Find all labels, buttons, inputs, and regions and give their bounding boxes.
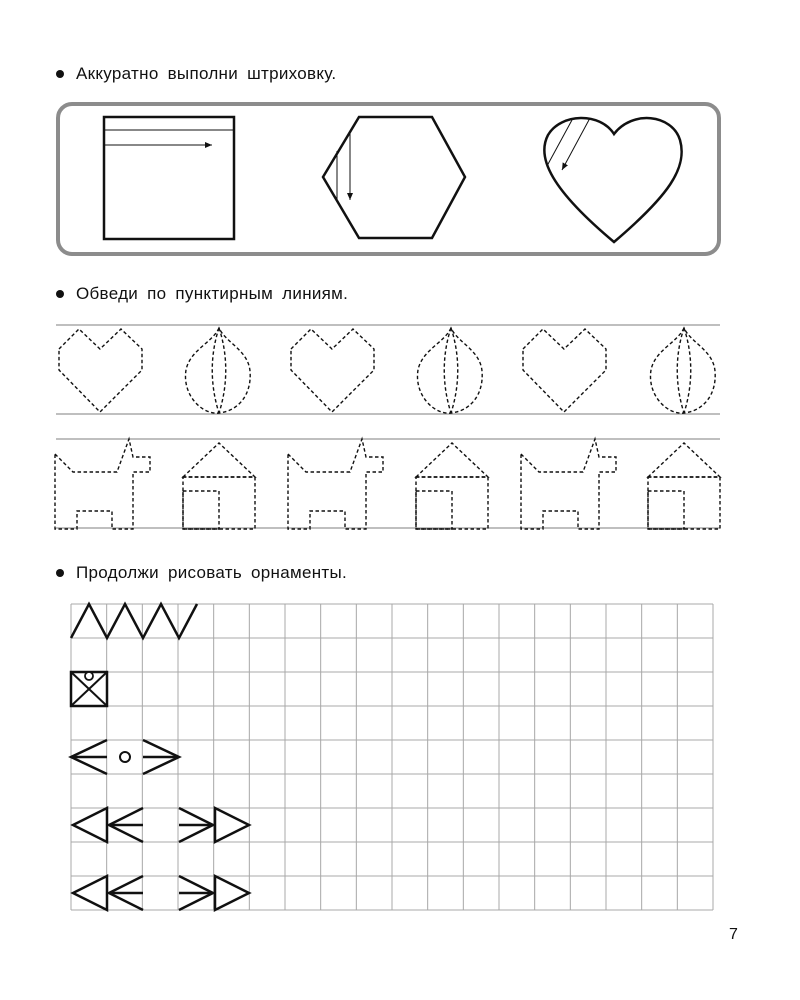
trace-drop-shape (417, 328, 482, 413)
hatching-hexagon-shape (323, 117, 465, 238)
instruction-trace-text: Обведи по пунктирным линиям. (76, 284, 349, 303)
trace-heart-shape (59, 329, 142, 412)
ornament-double-arrows-2 (73, 876, 249, 910)
trace-dog-shape (521, 439, 616, 529)
trace-drop-shape (650, 328, 715, 413)
trace-row-2 (55, 439, 720, 529)
trace-house-shape (183, 443, 255, 529)
trace-drop-shape (185, 328, 250, 413)
trace-row-1 (56, 325, 720, 414)
hatching-square-shape (104, 117, 234, 239)
hatching-heart-shape (544, 118, 681, 242)
trace-dog-shape (55, 439, 150, 529)
ornament-crossed-square (71, 672, 107, 706)
trace-heart-shape (291, 329, 374, 412)
page-number: 7 (729, 926, 738, 943)
instruction-ornaments-text: Продолжи рисовать орнаменты. (76, 563, 348, 582)
trace-house-shape (648, 443, 720, 529)
trace-heart-shape (523, 329, 606, 412)
ornament-double-arrows-1 (73, 808, 249, 842)
instruction-hatching-text: Аккуратно выполни штриховку. (76, 64, 337, 83)
trace-house-shape (416, 443, 488, 529)
trace-dog-shape (288, 439, 383, 529)
ornament-arrows-circle (71, 740, 179, 774)
